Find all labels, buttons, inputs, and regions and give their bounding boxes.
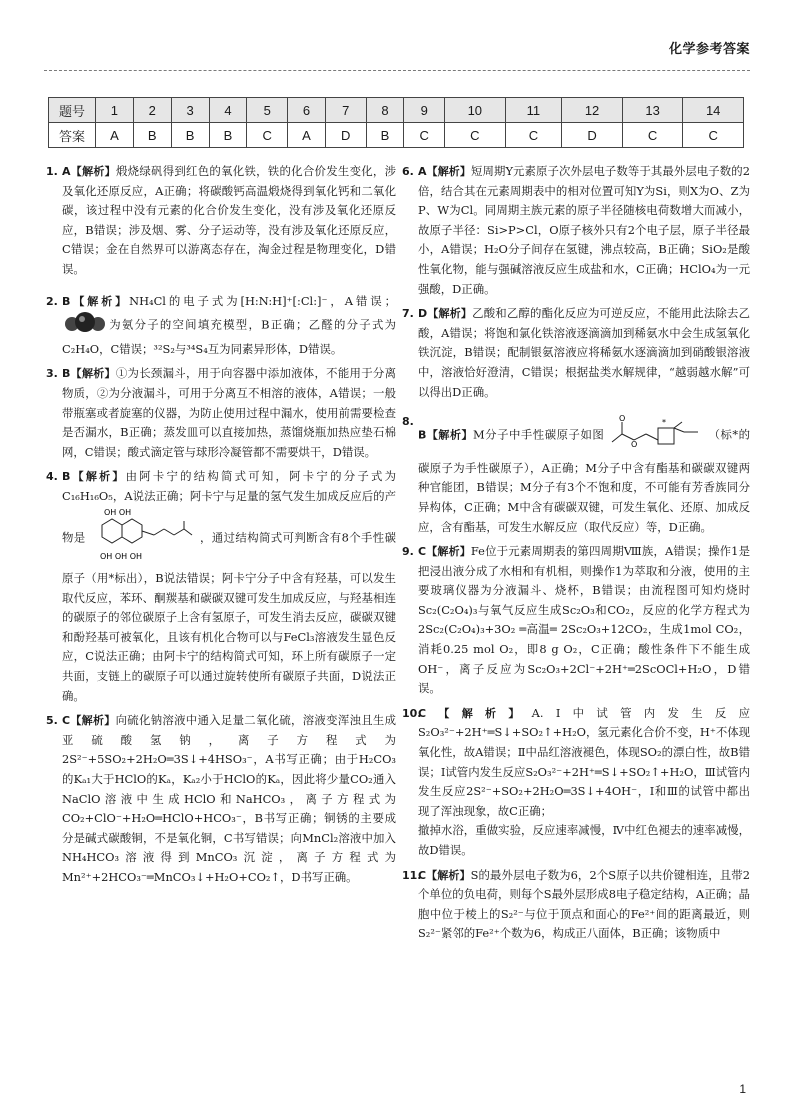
question-number: 13 xyxy=(622,98,683,123)
svg-text:O: O xyxy=(631,440,638,450)
left-column xyxy=(48,162,396,893)
explanation-text: 撤掉水浴，重做实验，反应速率减慢，Ⅳ中红色褪去的速率减慢，故D错误。 xyxy=(418,823,750,857)
answer-cell: C xyxy=(622,123,683,148)
explanation-text: ①为长颈漏斗，用于向容器中添加液体，不能用于分离物质，②为分液漏斗，可用于分离互不相溶的液体，A错误；一般带瓶塞或者旋塞的仪器，为防止使用过程中漏水，使用前需要检查是否漏水，B正确；蒸发皿可以直接加热，蒸馏烧瓶加热应垫石棉网，C错误；酸式滴定管与球形冷凝管都不需要烘干，D错误。 xyxy=(62,366,396,459)
explanation-q4 xyxy=(48,467,396,706)
question-number: 4 xyxy=(209,98,247,123)
explanation-text: A.Ⅰ中试管内发生反应S₂O₃²⁻+2H⁺═S↓+SO₂↑+H₂O，氢元素化合价不变，H⁺不体现氧化性，故A错误；Ⅱ中品红溶液褪色，体现SO₂的漂白性，故B错误；Ⅰ试管内发生反应S₂O₃²⁻+2H⁺═S↓+SO₂↑+H₂O，Ⅲ试管内发生反应2S²⁻+SO₂+2H₂O═3S↓+4OH⁻，Ⅰ和Ⅲ的试管中都出现了浑浊现象，故C正确； xyxy=(418,705,750,818)
question-number: 5 xyxy=(247,98,288,123)
answer-cell: B xyxy=(209,123,247,148)
question-number-label: 11. xyxy=(402,868,422,882)
answer-head: D【解析】 xyxy=(418,307,473,321)
explanation-text: 向硫化钠溶液中通入足量二氧化硫，溶液变浑浊且生成亚硫酸氢钠，离子方程式为2S²⁻+5SO₂+2H₂O═3S↓+4HSO₃⁻，A书写正确；由于H₂CO₃的Kₐ₁大于HClO的Kₐ，Kₐ₂小于HClO的Kₐ，因此将少量CO₂通入NaClO溶液中生成HClO和NaHCO₃，离子方程式为CO₂+ClO⁻+H₂O═HClO+HCO₃⁻，B书写正确；铜锈的主要成分是碱式碳酸铜，不是氧化铜，C书写错误；向MnCl₂溶液中加入NH₄HCO₃溶液得到MnCO₃沉淀，离子方程式为Mn²⁺+2HCO₃⁻═MnCO₃↓+H₂O+CO₂↑，D书写正确。 xyxy=(62,713,396,884)
explanation-q11 xyxy=(404,866,750,944)
answer-head: B【解析】 xyxy=(62,470,126,484)
explanation-text: Fe位于元素周期表的第四周期Ⅷ族，A错误；操作1是把浸出液分成了水相和有机相，则操作1为萃取和分液，使用的主要玻璃仪器为分液漏斗、烧杯，B错误；由流程图可知灼烧时Sc₂(C₂O₄)₃与氧气反应生成Sc₂O₃和CO₂，反应的化学方程式为2Sc₂(C₂O₄)₃+3O₂ ═高温═ 2Sc₂O₃+12CO₂，生成1mol CO₂，消耗0.25 mol O₂，即8 g O₂，C正确；酸性条件下不能生成OH⁻，离子反应为Sc₂O₃+2Cl⁻+2H⁺═2ScOCl+H₂O，D错误。 xyxy=(418,544,750,696)
answer-cell: C xyxy=(445,123,506,148)
svg-text:O: O xyxy=(619,414,626,424)
question-number-label: 3. xyxy=(46,367,58,381)
explanation-text: （标*的碳原子为手性碳原子），A正确；M分子中含有酯基和碳碳双键两种官能团，B错误；M分子有3个不饱和度，不可能有芳香族同分异构体，C正确；M中含有碳碳双键，可发生氧化、还原、加成反应，含有酯基，可发生水解反应（取代反应）等，D正确。 xyxy=(418,427,750,534)
answer-head: C【解析】 xyxy=(418,545,471,559)
question-number-label: 9. xyxy=(402,545,414,559)
explanation-q5 xyxy=(48,711,396,887)
explanation-q3 xyxy=(48,364,396,462)
answer-head: B【解析】 xyxy=(62,294,130,308)
svg-text:OH OH OH: OH OH OH xyxy=(99,551,142,561)
molecule-m-structure xyxy=(608,412,704,459)
question-number: 6 xyxy=(288,98,326,123)
explanation-text: ，通过结构简式可判断含有8个手性碳原子（用*标出），B说法错误；阿卡宁分子中含有羟基，可以发生取代反应，苯环、酮羰基和碳碳双键可发生加成反应，与羟基相连的碳原子的邻位碳原子上含有氢原子，可发生消去反应，碳碳双键和酚羟基可被氧化，且该有机化合物可以与FeCl₃溶液发生显色反应，C说法正确；由阿卡宁的结构简式可知，环上所有碳原子一定共面，支链上的碳原子可以通过旋转使所有碳原子共面，D说法正确。 xyxy=(62,529,396,703)
question-number-label: 6. xyxy=(402,165,414,178)
explanation-q7 xyxy=(404,304,750,402)
answer-head: C【解析】 xyxy=(418,868,471,882)
explanation-text: NH₄Cl的电子式为[H:N:H]⁺[:Cl:]⁻，A错误； xyxy=(129,293,396,308)
question-number-row xyxy=(49,98,744,123)
question-number: 3 xyxy=(171,98,209,123)
page-header-title: 化学参考答案 xyxy=(668,42,750,57)
question-number: 11 xyxy=(505,98,562,123)
explanation-q6 xyxy=(404,162,750,299)
explanation-text: M分子中手性碳原子如图 xyxy=(472,427,605,442)
answer-cell: B xyxy=(171,123,209,148)
explanation-text: 短周期Y元素原子次外层电子数等于其最外层电子数的2倍，结合其在元素周期表中的相对位置可知Y为Si，则X为O、Z为P、W为Cl。同周期主族元素的原子半径随核电荷数增大而减小，故原子半径：Si>P>Cl，O原子核外只有2个电子层，原子半径最小，A错误；H₂O分子间存在氢键，沸点较高，B正确；SiO₂是酸性氧化物，能与强碱溶液反应生成盐和水，C正确；HClO₄为一元强酸，D正确。 xyxy=(418,164,750,296)
question-number-label: 10. xyxy=(402,706,422,720)
answer-cell: C xyxy=(505,123,562,148)
header-divider xyxy=(44,70,750,71)
ammonia-space-filling-model xyxy=(62,311,108,340)
explanation-q2 xyxy=(48,292,396,360)
answer-cell: C xyxy=(683,123,744,148)
answer-row xyxy=(49,123,744,148)
explanation-text: S的最外层电子数为6，2个S原子以共价键相连，且带2个单位的负电荷，则每个S最外层形成8电子稳定结构，A正确；晶胞中位于棱上的S₂²⁻与位于顶点和面心的Fe²⁺间的距离最近，则S₂²⁻紧邻的Fe²⁺个数为6，构成正八面体，B正确；该物质中 xyxy=(418,867,750,941)
answer-cell: A xyxy=(96,123,134,148)
question-number: 8 xyxy=(366,98,404,123)
question-number-label: 2. xyxy=(46,294,58,308)
row-label-number: 题号 xyxy=(49,98,96,123)
explanation-q9 xyxy=(404,542,750,699)
question-number-label: 4. xyxy=(46,470,58,484)
answer-head: B【解析】 xyxy=(62,367,116,381)
answer-head: A【解析】 xyxy=(62,165,116,178)
answer-cell: B xyxy=(366,123,404,148)
answer-head: C【解析】 xyxy=(418,706,532,720)
explanation-text: 乙酸和乙醇的酯化反应为可逆反应，不能用此法除去乙酸，A错误；将饱和氯化铁溶液逐滴滴加到稀氨水中会生成氢氧化铁沉淀，B错误；配制银氨溶液应将稀氨水逐滴滴加到硝酸银溶液中，溶液恰好澄清，C错误；根据盐类水解规律，“越弱越水解”可以得出D正确。 xyxy=(418,306,750,399)
svg-text:*: * xyxy=(662,418,667,428)
question-number: 7 xyxy=(325,98,366,123)
question-number: 9 xyxy=(404,98,445,123)
question-number: 2 xyxy=(133,98,171,123)
answer-cell: B xyxy=(133,123,171,148)
answer-cell: C xyxy=(404,123,445,148)
answer-head: B【解析】 xyxy=(418,428,473,442)
page-number: 1 xyxy=(739,1082,746,1096)
answer-cell: A xyxy=(288,123,326,148)
question-number-label: 1. xyxy=(46,165,58,178)
answer-cell: D xyxy=(562,123,623,148)
question-number: 1 xyxy=(96,98,134,123)
question-number: 10 xyxy=(445,98,506,123)
right-column xyxy=(404,162,750,949)
explanation-text: 为氨分子的空间填充模型，B正确；乙醛的分子式为C₂H₄O，C错误；³²S₂与³⁴S₄互为同素异形体，D错误。 xyxy=(62,317,396,356)
question-number-label: 7. xyxy=(402,307,414,321)
explanation-q8 xyxy=(404,412,750,537)
question-number-label: 5. xyxy=(46,714,58,728)
answer-cell: C xyxy=(247,123,288,148)
row-label-answer: 答案 xyxy=(49,123,96,148)
explanation-q1 xyxy=(48,162,396,280)
answer-head: C【解析】 xyxy=(62,714,116,728)
question-number: 12 xyxy=(562,98,623,123)
answer-head: A【解析】 xyxy=(418,165,471,178)
svg-text:OH OH: OH OH xyxy=(103,507,131,517)
question-number-label: 8. xyxy=(402,415,414,429)
question-number: 14 xyxy=(683,98,744,123)
answer-cell: D xyxy=(325,123,366,148)
explanation-q10 xyxy=(404,704,750,861)
hydrogenated-shikonin-structure xyxy=(90,507,200,570)
explanation-text: 由阿卡宁的结构简式可知，阿卡宁的分子式为C₁₆H₁₆O₅，A说法正确；阿卡宁与足量的氢气发生加成反应后的产物是 xyxy=(62,469,396,544)
explanation-text: 煅烧绿矾得到红色的氧化铁，铁的化合价发生变化，涉及氧化还原反应，A正确；将碳酸钙高温煅烧得到氧化钙和二氧化碳，该过程中没有元素的化合价发生变化，没有涉及氧化还原反应，B错误；涉及烟、雾、分子运动等，没有涉及氧化还原反应，C错误；金在自然界可以游离态存在，淘金过程是物理变化，D错误。 xyxy=(62,164,396,276)
answer-table xyxy=(48,97,744,148)
